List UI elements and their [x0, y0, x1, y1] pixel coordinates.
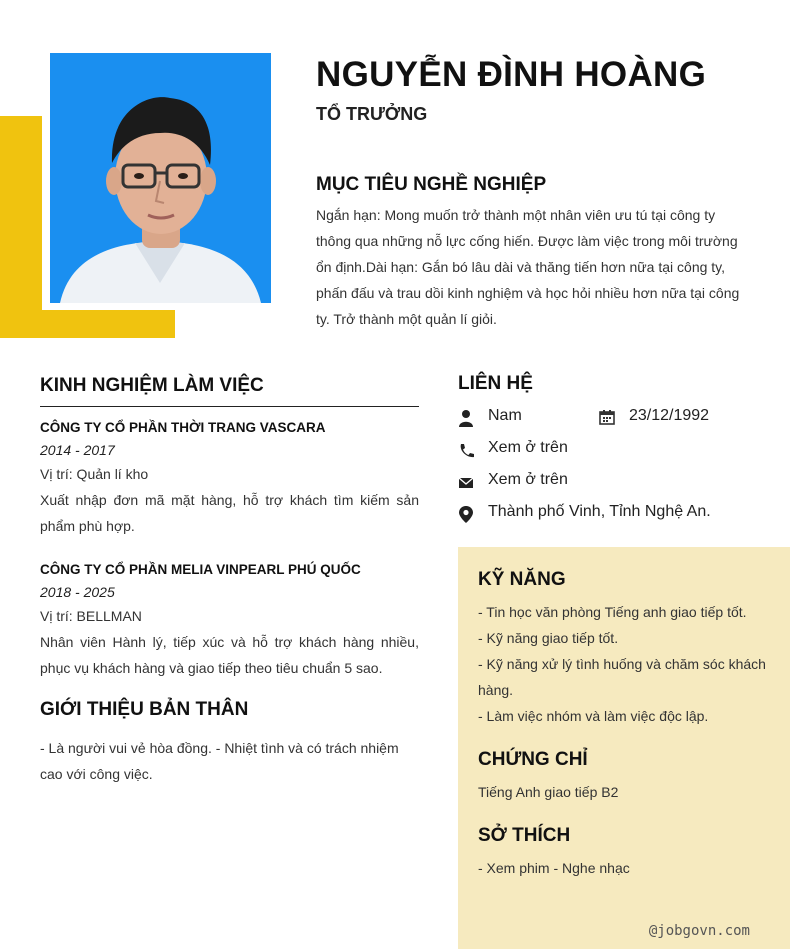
- job-description: Nhân viên Hành lý, tiếp xúc và hỗ trợ khách hàng nhiều, phục vụ khách hàng và giao tiếp theo tiêu chuẩn 5 sao.: [40, 634, 419, 676]
- location-pin-icon: [458, 505, 474, 523]
- envelope-icon: [458, 473, 474, 491]
- portrait-illustration: [50, 53, 271, 303]
- skills-list: [478, 599, 770, 729]
- calendar-icon: [599, 409, 615, 425]
- contact-birthday: 23/12/1992: [629, 407, 710, 424]
- contact-row-gender: [458, 403, 758, 435]
- skill-item: - Kỹ năng xử lý tình huống và chăm sóc khách hàng.: [478, 656, 766, 698]
- profile-photo: [50, 53, 271, 303]
- accent-bar-horizontal: [0, 310, 175, 338]
- contact-row-address: [458, 499, 758, 531]
- skill-item: - Tin học văn phòng Tiếng anh giao tiếp tốt.: [478, 604, 747, 620]
- job-company: CÔNG TY CỔ PHẦN THỜI TRANG VASCARA: [40, 420, 326, 435]
- job-title: TỔ TRƯỞNG: [316, 104, 428, 124]
- contact-email[interactable]: Xem ở trên: [488, 471, 568, 488]
- contact-heading: LIÊN HỆ: [458, 373, 533, 394]
- hobbies-text: - Xem phim - Nghe nhạc: [478, 860, 630, 876]
- contact-address: Thành phố Vinh, Tỉnh Nghệ An.: [488, 503, 711, 520]
- experience-divider: [40, 406, 419, 407]
- accent-bar-vertical: [0, 116, 42, 338]
- contact-section: [458, 373, 758, 531]
- skills-heading: KỸ NĂNG: [478, 569, 566, 590]
- skill-item: - Làm việc nhóm và làm việc độc lập.: [478, 708, 709, 724]
- job-company: CÔNG TY CỔ PHẦN MELIA VINPEARL PHÚ QUỐC: [40, 562, 361, 577]
- job-dates: 2014 - 2017: [40, 442, 115, 458]
- certificates-heading: CHỨNG CHỈ: [478, 749, 588, 770]
- phone-icon: [458, 441, 474, 459]
- hobbies-heading: SỞ THÍCH: [478, 825, 571, 846]
- job-position: Vị trí: Quản lí kho: [40, 466, 149, 482]
- skills-panel: [458, 547, 790, 949]
- person-icon: [458, 409, 474, 427]
- job-position: Vị trí: BELLMAN: [40, 608, 142, 624]
- job-description: Xuất nhập đơn mã mặt hàng, hỗ trợ khách tìm kiếm sản phẩm phù hợp.: [40, 492, 419, 534]
- job-dates: 2018 - 2025: [40, 584, 115, 600]
- objective-heading: MỤC TIÊU NGHỀ NGHIỆP: [316, 174, 547, 195]
- experience-heading: KINH NGHIỆM LÀM VIỆC: [40, 375, 264, 396]
- contact-gender: Nam: [488, 407, 522, 424]
- contact-phone[interactable]: Xem ở trên: [488, 439, 568, 456]
- objective-text: Ngắn hạn: Mong muốn trở thành một nhân viên ưu tú tại công ty thông qua những nỗ lực cống hiến. Được làm việc trong môi trường ổn định.Dài hạn: Gắn bó lâu dài và thăng tiến hơn nữa tại công ty, phấn đấu và trau dồi kinh nghiệm và học hỏi nhiều hơn nữa tại công ty. Trở thành một quản lí giỏi.: [316, 207, 740, 327]
- about-heading: GIỚI THIỆU BẢN THÂN: [40, 699, 249, 720]
- job-entry: [40, 419, 419, 539]
- about-text: - Là người vui vẻ hòa đồng. - Nhiệt tình và có trách nhiệm cao với công việc.: [40, 740, 399, 782]
- skill-item: - Kỹ năng giao tiếp tốt.: [478, 630, 619, 646]
- left-column: [40, 375, 419, 787]
- contact-row-email: [458, 467, 758, 499]
- job-entry: [40, 561, 419, 681]
- watermark: @jobgovn.com: [648, 923, 750, 939]
- candidate-name: NGUYỄN ĐÌNH HOÀNG: [316, 55, 707, 94]
- certificates-text: Tiếng Anh giao tiếp B2: [478, 784, 619, 800]
- contact-row-phone: [458, 435, 758, 467]
